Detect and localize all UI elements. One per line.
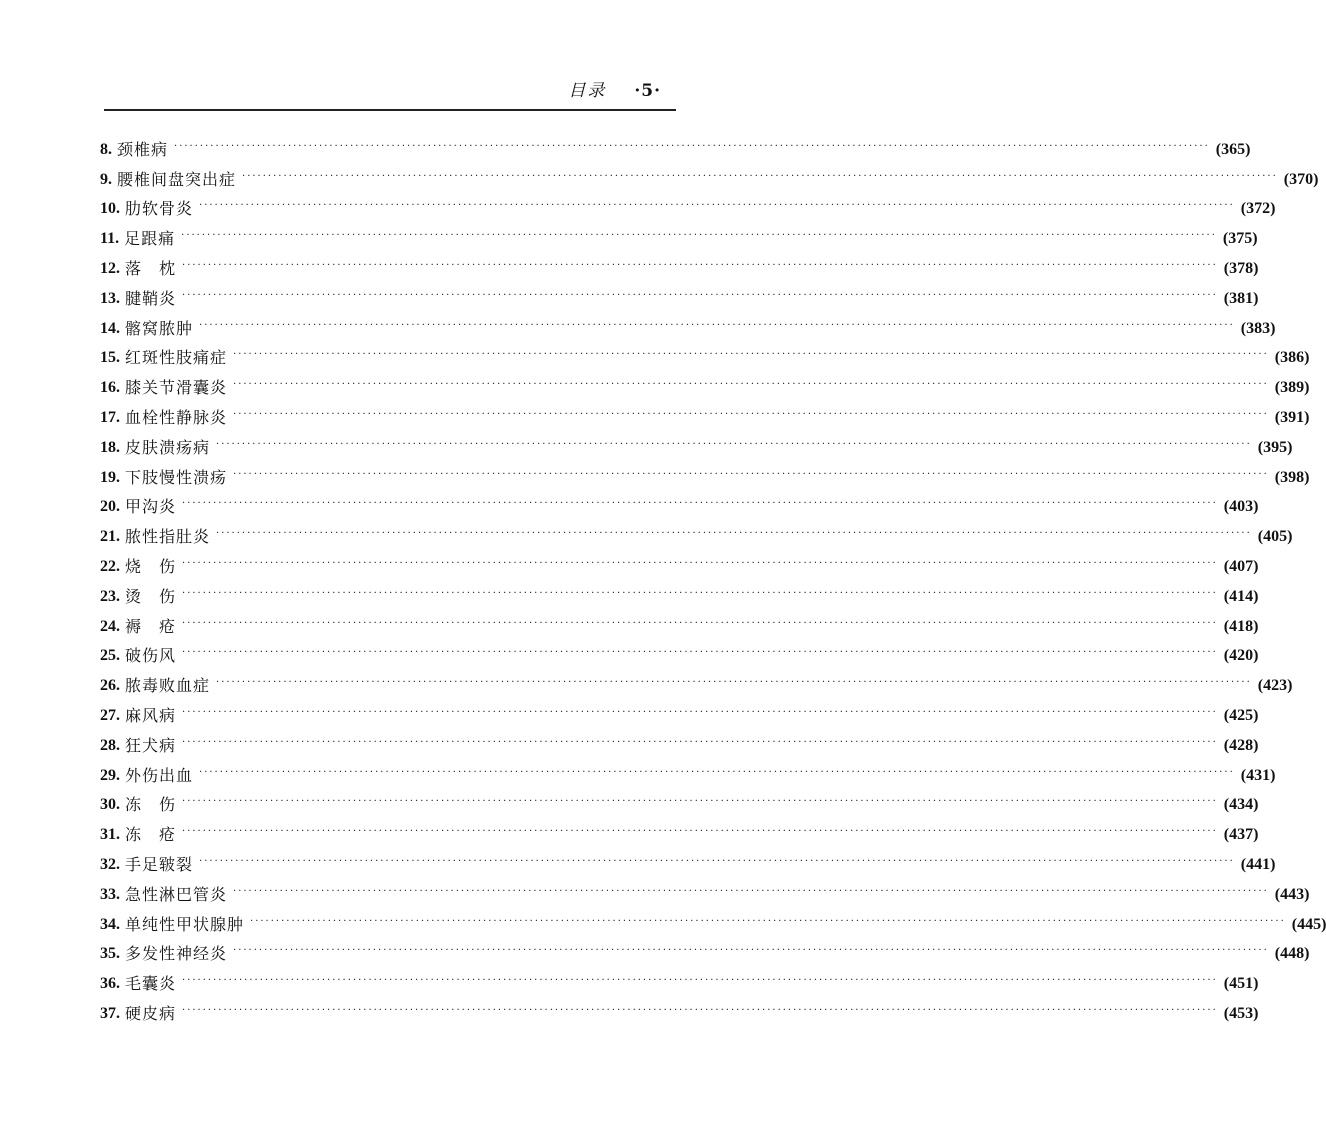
toc-entry-title: 皮肤溃疡病 xyxy=(125,437,211,457)
toc-entry-number: 25. xyxy=(100,647,120,665)
toc-entry-title: 硬皮病 xyxy=(125,1003,177,1023)
toc-entry-page: (425) xyxy=(1223,706,1259,724)
toc-entry xyxy=(100,339,1310,369)
toc-leader-dots: ········································································································································································································ xyxy=(233,379,1269,391)
toc-entry-number: 35. xyxy=(100,945,120,963)
toc-entry-number: 24. xyxy=(100,617,120,635)
toc-entry-title: 髂窝脓肿 xyxy=(125,318,194,338)
toc-leader-dots: ········································································································································································································ xyxy=(216,528,1252,540)
toc-entry-title: 足跟痛 xyxy=(124,229,176,249)
toc-entry xyxy=(100,726,1259,756)
toc-entry-title: 手足皲裂 xyxy=(125,854,194,874)
toc-leader-dots: ········································································································································································································ xyxy=(199,766,1235,778)
toc-leader-dots: ········································································································································································································ xyxy=(182,796,1218,808)
toc-entry-page: (375) xyxy=(1222,230,1258,248)
header-rule xyxy=(104,109,676,111)
toc-entry-page: (386) xyxy=(1274,349,1310,367)
toc-entry-number: 34. xyxy=(100,915,120,933)
toc-entry-page: (443) xyxy=(1274,885,1310,903)
toc-leader-dots: ········································································································································································································ xyxy=(199,200,1235,212)
toc-entry-page: (453) xyxy=(1223,1004,1259,1022)
toc-entry-title: 腱鞘炎 xyxy=(125,288,177,308)
toc-entry-number: 15. xyxy=(100,349,120,367)
toc-entry-number: 26. xyxy=(100,677,120,695)
toc-entry-title: 破伤风 xyxy=(125,646,177,666)
toc-entry-number: 9. xyxy=(100,170,112,188)
toc-entry-title: 毛囊炎 xyxy=(125,974,177,994)
toc-entry xyxy=(100,994,1259,1024)
toc-entry-page: (395) xyxy=(1257,438,1293,456)
toc-leader-dots: ········································································································································································································ xyxy=(233,349,1269,361)
toc-entry xyxy=(100,905,1326,935)
toc-entry xyxy=(100,428,1293,458)
toc-entry-page: (437) xyxy=(1223,826,1259,844)
running-header xyxy=(568,76,661,101)
toc-entry-number: 32. xyxy=(100,855,120,873)
toc-entry-page: (365) xyxy=(1215,140,1251,158)
toc-entry xyxy=(100,249,1259,279)
toc-entry-number: 11. xyxy=(100,230,120,248)
toc-entry-title: 颈椎病 xyxy=(117,139,169,159)
toc-entry-number: 27. xyxy=(100,706,120,724)
toc-entry-title: 烧 伤 xyxy=(125,556,177,576)
toc-entry-number: 37. xyxy=(100,1004,120,1022)
toc-entry-number: 36. xyxy=(100,975,120,993)
toc-entry-page: (448) xyxy=(1274,945,1310,963)
toc-leader-dots: ········································································································································································································ xyxy=(182,706,1218,718)
toc-entry-page: (378) xyxy=(1223,259,1259,277)
toc-leader-dots: ········································································································································································································ xyxy=(182,736,1218,748)
toc-entry xyxy=(100,577,1259,607)
toc-entry xyxy=(100,964,1259,994)
toc-entry-number: 23. xyxy=(100,587,120,605)
toc-entry-number: 13. xyxy=(100,289,120,307)
toc-leader-dots: ········································································································································································································ xyxy=(182,498,1218,510)
toc-entry-title: 烫 伤 xyxy=(125,586,177,606)
toc-entry-page: (383) xyxy=(1240,319,1276,337)
toc-entry xyxy=(100,458,1310,488)
toc-entry-page: (451) xyxy=(1223,975,1259,993)
toc-leader-dots: ········································································································································································································ xyxy=(199,319,1235,331)
toc-entry-title: 下肢慢性溃疡 xyxy=(125,467,228,487)
toc-entry xyxy=(100,488,1259,518)
toc-entry xyxy=(100,786,1259,816)
toc-entry-title: 血栓性静脉炎 xyxy=(125,407,228,427)
toc-entry-number: 14. xyxy=(100,319,120,337)
toc-entry-number: 22. xyxy=(100,557,120,575)
toc-entry-number: 33. xyxy=(100,885,120,903)
toc-entry xyxy=(100,160,1319,190)
toc-leader-dots: ········································································································································································································ xyxy=(233,945,1269,957)
toc-entry-page: (405) xyxy=(1257,528,1293,546)
toc-entry-number: 12. xyxy=(100,259,120,277)
toc-entry-number: 30. xyxy=(100,796,120,814)
toc-entry xyxy=(100,190,1276,220)
toc-leader-dots: ········································································································································································································ xyxy=(242,170,1278,182)
toc-entry-page: (389) xyxy=(1274,379,1310,397)
toc-entry-number: 31. xyxy=(100,826,120,844)
toc-entry xyxy=(100,815,1259,845)
toc-entry-page: (391) xyxy=(1274,408,1310,426)
toc-entry-title: 多发性神经炎 xyxy=(125,944,228,964)
toc-leader-dots: ········································································································································································································ xyxy=(233,468,1269,480)
toc-entry-title: 甲沟炎 xyxy=(125,497,177,517)
toc-entry-title: 脓性指肚炎 xyxy=(125,527,211,547)
toc-leader-dots: ········································································································································································································ xyxy=(182,617,1218,629)
toc-entry-title: 冻 伤 xyxy=(125,795,177,815)
toc-entry xyxy=(100,398,1310,428)
toc-entry-page: (431) xyxy=(1240,766,1276,784)
toc-entry xyxy=(100,279,1259,309)
toc-entry xyxy=(100,637,1259,667)
toc-entry-number: 10. xyxy=(100,200,120,218)
toc-entry xyxy=(100,666,1293,696)
toc-entry-number: 16. xyxy=(100,379,120,397)
header-page-number: ·5· xyxy=(634,81,661,101)
toc-entry-title: 膝关节滑囊炎 xyxy=(125,378,228,398)
toc-entry xyxy=(100,935,1310,965)
toc-entry xyxy=(100,607,1259,637)
toc-entry-number: 29. xyxy=(100,766,120,784)
toc-leader-dots: ········································································································································································································ xyxy=(250,915,1286,927)
toc-entry xyxy=(100,130,1251,160)
toc-leader-dots: ········································································································································································································ xyxy=(182,587,1218,599)
toc-list xyxy=(100,130,1326,1024)
toc-entry-title: 褥 疮 xyxy=(125,616,177,636)
toc-entry-number: 17. xyxy=(100,408,120,426)
toc-entry xyxy=(100,696,1259,726)
toc-entry xyxy=(100,219,1258,249)
toc-entry-number: 18. xyxy=(100,438,120,456)
toc-entry-page: (423) xyxy=(1257,677,1293,695)
toc-entry-title: 落 枕 xyxy=(125,258,177,278)
toc-leader-dots: ········································································································································································································ xyxy=(216,677,1252,689)
toc-leader-dots: ········································································································································································································ xyxy=(182,557,1218,569)
toc-entry-number: 20. xyxy=(100,498,120,516)
toc-entry-page: (445) xyxy=(1291,915,1326,933)
toc-entry xyxy=(100,309,1276,339)
toc-entry-title: 肋软骨炎 xyxy=(125,199,194,219)
toc-entry xyxy=(100,875,1310,905)
toc-leader-dots: ········································································································································································································ xyxy=(174,140,1210,152)
toc-leader-dots: ········································································································································································································ xyxy=(182,1004,1218,1016)
toc-leader-dots: ········································································································································································································ xyxy=(182,647,1218,659)
toc-entry xyxy=(100,845,1276,875)
toc-entry-title: 急性淋巴管炎 xyxy=(125,884,228,904)
toc-entry-page: (407) xyxy=(1223,557,1259,575)
header-title: 目录 xyxy=(568,81,607,101)
toc-entry-title: 冻 疮 xyxy=(125,825,177,845)
toc-entry-page: (398) xyxy=(1274,468,1310,486)
toc-entry-page: (381) xyxy=(1223,289,1259,307)
toc-entry-title: 外伤出血 xyxy=(125,765,194,785)
toc-entry-number: 28. xyxy=(100,736,120,754)
toc-entry xyxy=(100,547,1259,577)
toc-entry-page: (414) xyxy=(1223,587,1259,605)
toc-entry-title: 麻风病 xyxy=(125,705,177,725)
toc-entry-number: 8. xyxy=(100,140,112,158)
toc-leader-dots: ········································································································································································································ xyxy=(182,975,1218,987)
toc-entry-title: 红斑性肢痛症 xyxy=(125,348,228,368)
toc-entry xyxy=(100,517,1293,547)
toc-entry-title: 脓毒败血症 xyxy=(125,676,211,696)
toc-leader-dots: ········································································································································································································ xyxy=(233,408,1269,420)
toc-leader-dots: ········································································································································································································ xyxy=(182,289,1218,301)
toc-leader-dots: ········································································································································································································ xyxy=(181,230,1217,242)
toc-entry-page: (434) xyxy=(1223,796,1259,814)
toc-entry-number: 21. xyxy=(100,528,120,546)
toc-entry-page: (418) xyxy=(1223,617,1259,635)
toc-entry-page: (403) xyxy=(1223,498,1259,516)
toc-entry-title: 腰椎间盘突出症 xyxy=(117,169,237,189)
toc-entry-title: 狂犬病 xyxy=(125,735,177,755)
toc-entry-page: (372) xyxy=(1240,200,1276,218)
toc-leader-dots: ········································································································································································································ xyxy=(182,259,1218,271)
toc-entry-number: 19. xyxy=(100,468,120,486)
toc-leader-dots: ········································································································································································································ xyxy=(216,438,1252,450)
toc-entry-page: (428) xyxy=(1223,736,1259,754)
toc-leader-dots: ········································································································································································································ xyxy=(182,826,1218,838)
toc-leader-dots: ········································································································································································································ xyxy=(199,855,1235,867)
toc-entry-page: (420) xyxy=(1223,647,1259,665)
toc-leader-dots: ········································································································································································································ xyxy=(233,885,1269,897)
toc-entry-title: 单纯性甲状腺肿 xyxy=(125,914,245,934)
toc-entry xyxy=(100,756,1276,786)
toc-entry-page: (370) xyxy=(1283,170,1319,188)
toc-entry xyxy=(100,368,1310,398)
toc-entry-page: (441) xyxy=(1240,855,1276,873)
